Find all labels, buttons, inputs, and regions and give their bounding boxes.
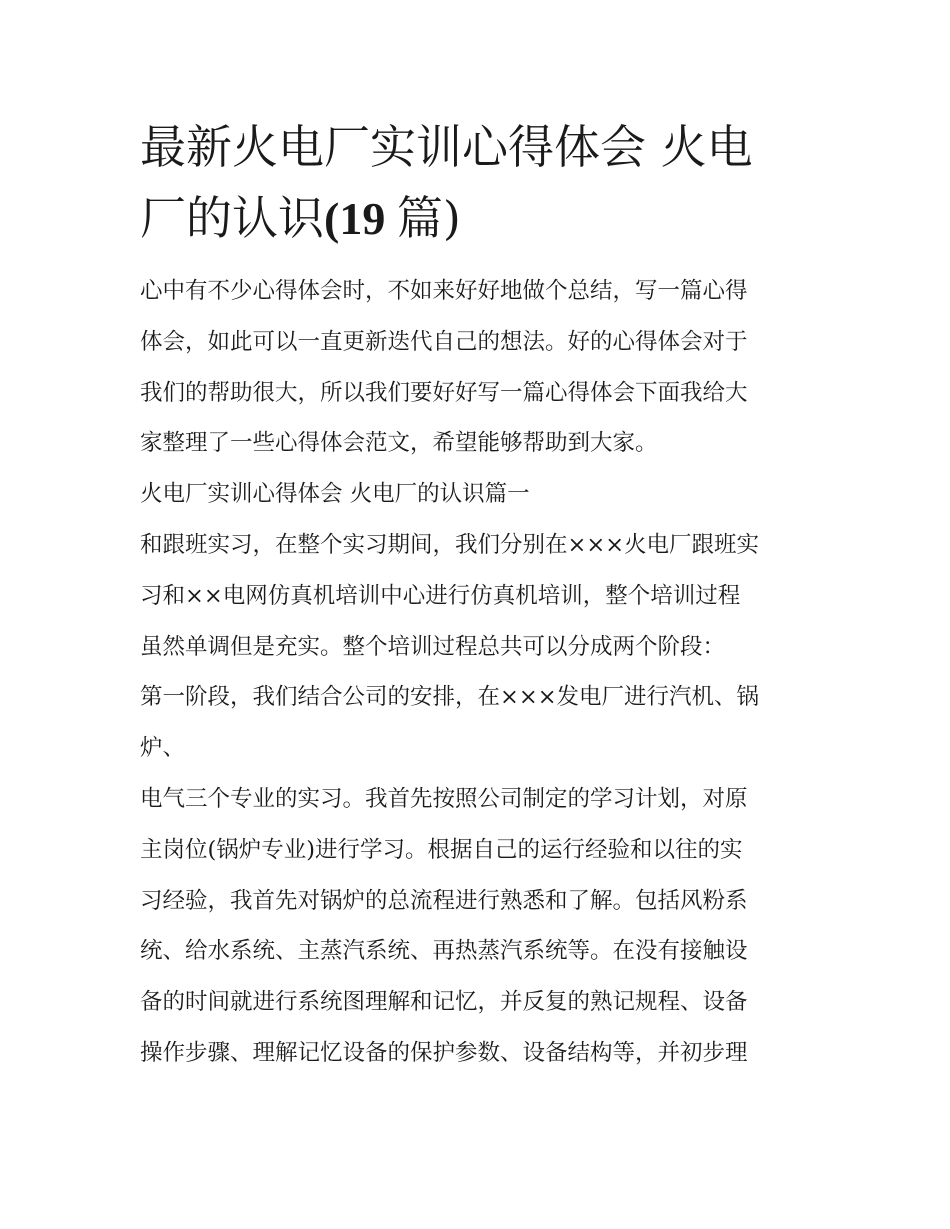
text-line: 备的时间就进行系统图理解和记忆，并反复的熟记规程、设备: [140, 989, 748, 1016]
text-line: 统、给水系统、主蒸汽系统、再热蒸汽系统等。在没有接触设: [140, 938, 748, 965]
text-line: 电气三个专业的实习。我首先按照公司制定的学习计划，对原: [140, 785, 748, 812]
title-count: (19: [324, 193, 397, 244]
document-page: [140, 112, 815, 1079]
title-line-2-text: 厂的认识: [140, 191, 324, 245]
title-line-2: [140, 183, 815, 254]
body-paragraph: [140, 774, 815, 1079]
text-line: 习和××电网仿真机培训中心进行仿真机培训，整个培训过程: [140, 582, 741, 609]
title-line-1: 最新火电厂实训心得体会 火电: [140, 120, 753, 174]
document-body: [140, 266, 815, 1079]
text-line: 和跟班实习，在整个实习期间，我们分别在×××火电厂跟班实: [140, 531, 760, 558]
text-line: 家整理了一些心得体会范文，希望能够帮助到大家。: [140, 430, 658, 457]
title-line-2-suffix: 篇): [396, 191, 461, 245]
text-line: 主岗位(锅炉专业)进行学习。根据自己的运行经验和以往的实: [140, 836, 743, 863]
text-line: 体会，如此可以一直更新迭代自己的想法。好的心得体会对于: [140, 328, 748, 355]
text-line: 我们的帮助很大，所以我们要好好写一篇心得体会下面我给大: [140, 379, 748, 406]
text-line: 火电厂实训心得体会 火电厂的认识篇一: [140, 481, 530, 508]
body-paragraph: [140, 672, 815, 774]
text-line: 习经验，我首先对锅炉的总流程进行熟悉和了解。包括风粉系: [140, 887, 748, 914]
text-line: 炉、: [140, 735, 186, 762]
text-line: 虽然单调但是充实。整个培训过程总共可以分成两个阶段：: [140, 633, 726, 660]
body-paragraph: [140, 520, 815, 672]
section-heading: [140, 469, 815, 520]
body-paragraph: [140, 266, 815, 469]
text-line: 心中有不少心得体会时，不如来好好地做个总结，写一篇心得: [140, 278, 748, 304]
text-line: 第一阶段，我们结合公司的安排，在×××发电厂进行汽机、锅: [140, 684, 760, 711]
text-line: 操作步骤、理解记忆设备的保护参数、设备结构等，并初步理: [140, 1039, 748, 1066]
document-title: [140, 112, 815, 254]
